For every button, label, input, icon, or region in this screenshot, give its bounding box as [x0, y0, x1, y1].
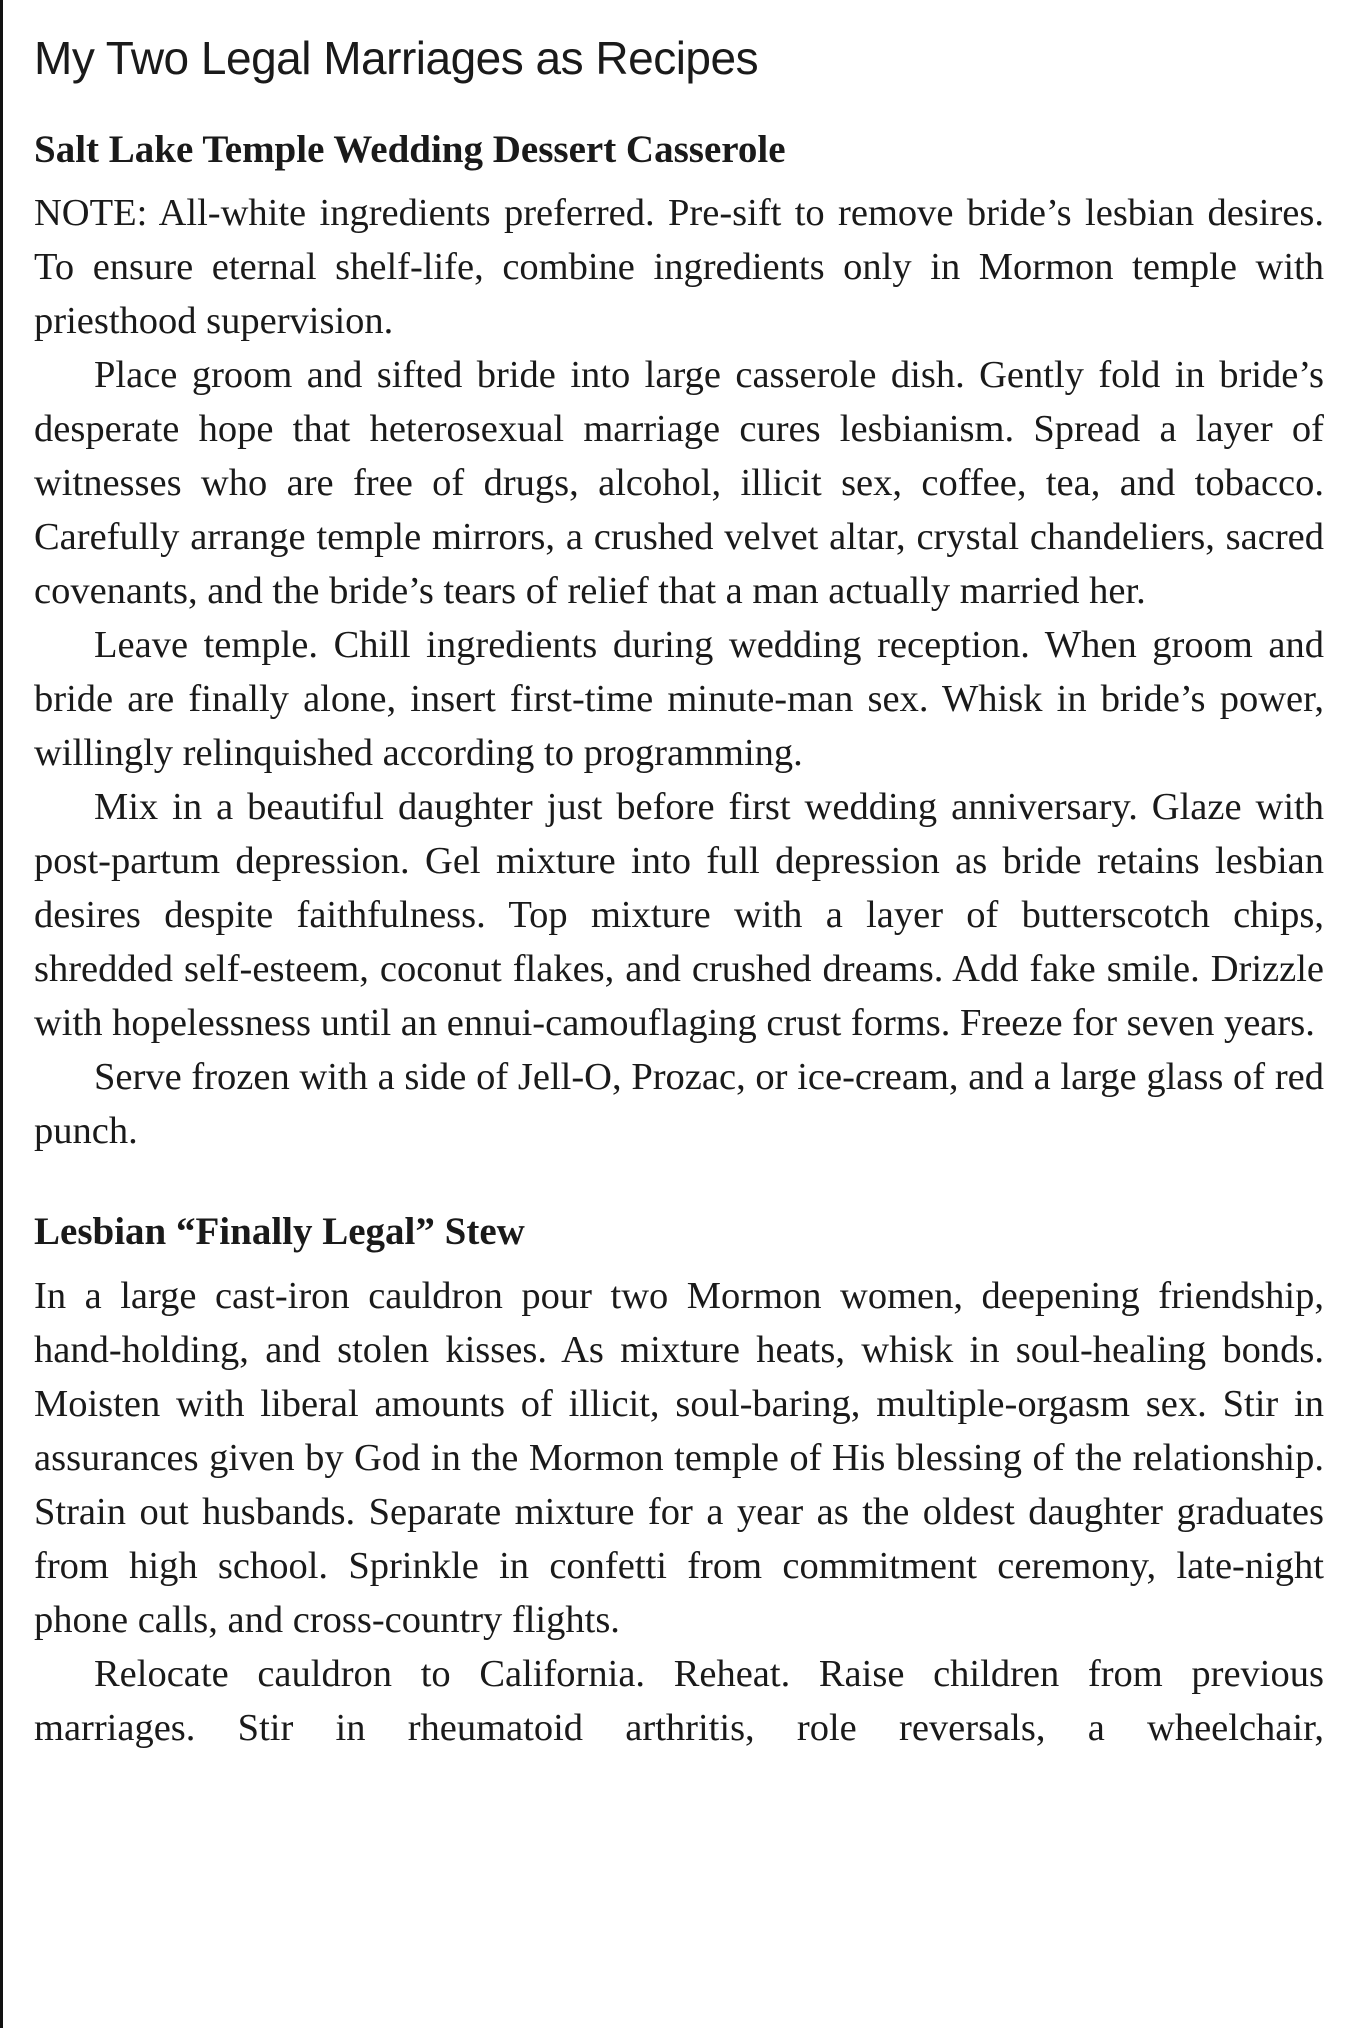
recipe-title: Lesbian “Finally Legal” Stew	[34, 1210, 525, 1254]
section-spacer	[34, 1158, 1324, 1206]
recipe-note: NOTE: All-white ingredients preferred. Pre-sift to remove bride’s lesbian desires. To ensure eternal shelf-life, combine ingredients only in Mormon temple with priesthood supervision.	[34, 192, 1324, 343]
recipe-paragraph: In a large cast-iron cauldron pour two Mormon women, deepening friendship, hand-holding, and stolen kisses. As mixture heats, whisk in soul-healing bonds. Moisten with liberal amounts of illicit, soul-baring, multiple-orgasm sex. Stir in assurances given by God in the Mormon temple of His blessing of the relationship. Strain out husbands. Separate mixture for a year as the oldest daughter graduates from high school. Sprinkle in confetti from commitment ceremony, late-night phone calls, and cross-country flights.	[34, 1274, 1324, 1641]
recipe-paragraph: Place groom and sifted bride into large casserole dish. Gently fold in bride’s desperate hope that heterosexual marriage cures lesbianism. Spread a layer of witnesses who are free of drugs, alcohol, illicit sex, coffee, tea, and tobacco. Carefully arrange temple mirrors, a crushed velvet altar, crystal chandeliers, sacred covenants, and the bride’s tears of relief that a man actually married her.	[34, 354, 1324, 613]
recipe-paragraph: Relocate cauldron to California. Reheat. Raise children from previous marriages. Stir in rheumatoid arthritis, role reversals, a wheelchair,	[34, 1652, 1324, 1749]
recipe-paragraph: Mix in a beautiful daughter just before first wedding anniversary. Glaze with post-partum depression. Gel mixture into full depression as bride retains lesbian desires despite faithfulness. Top mixture with a layer of butterscotch chips, shredded self-esteem, coconut flakes, and crushed dreams. Add fake smile. Drizzle with hopelessness until an ennui-camouflaging crust forms. Freeze for seven years.	[34, 786, 1324, 1045]
recipe-casserole	[34, 124, 1324, 1159]
recipe-title: Salt Lake Temple Wedding Dessert Casserole	[34, 127, 786, 171]
recipe-paragraph: Leave temple. Chill ingredients during wedding reception. When groom and bride are finally alone, insert first-time minute-man sex. Whisk in bride’s power, willingly relinquished according to programming.	[34, 624, 1324, 775]
recipe-paragraph: Serve frozen with a side of Jell-O, Prozac, or ice-cream, and a large glass of red punch.	[34, 1056, 1324, 1153]
recipe-stew	[34, 1206, 1324, 1755]
page-title: My Two Legal Marriages as Recipes	[34, 32, 759, 84]
